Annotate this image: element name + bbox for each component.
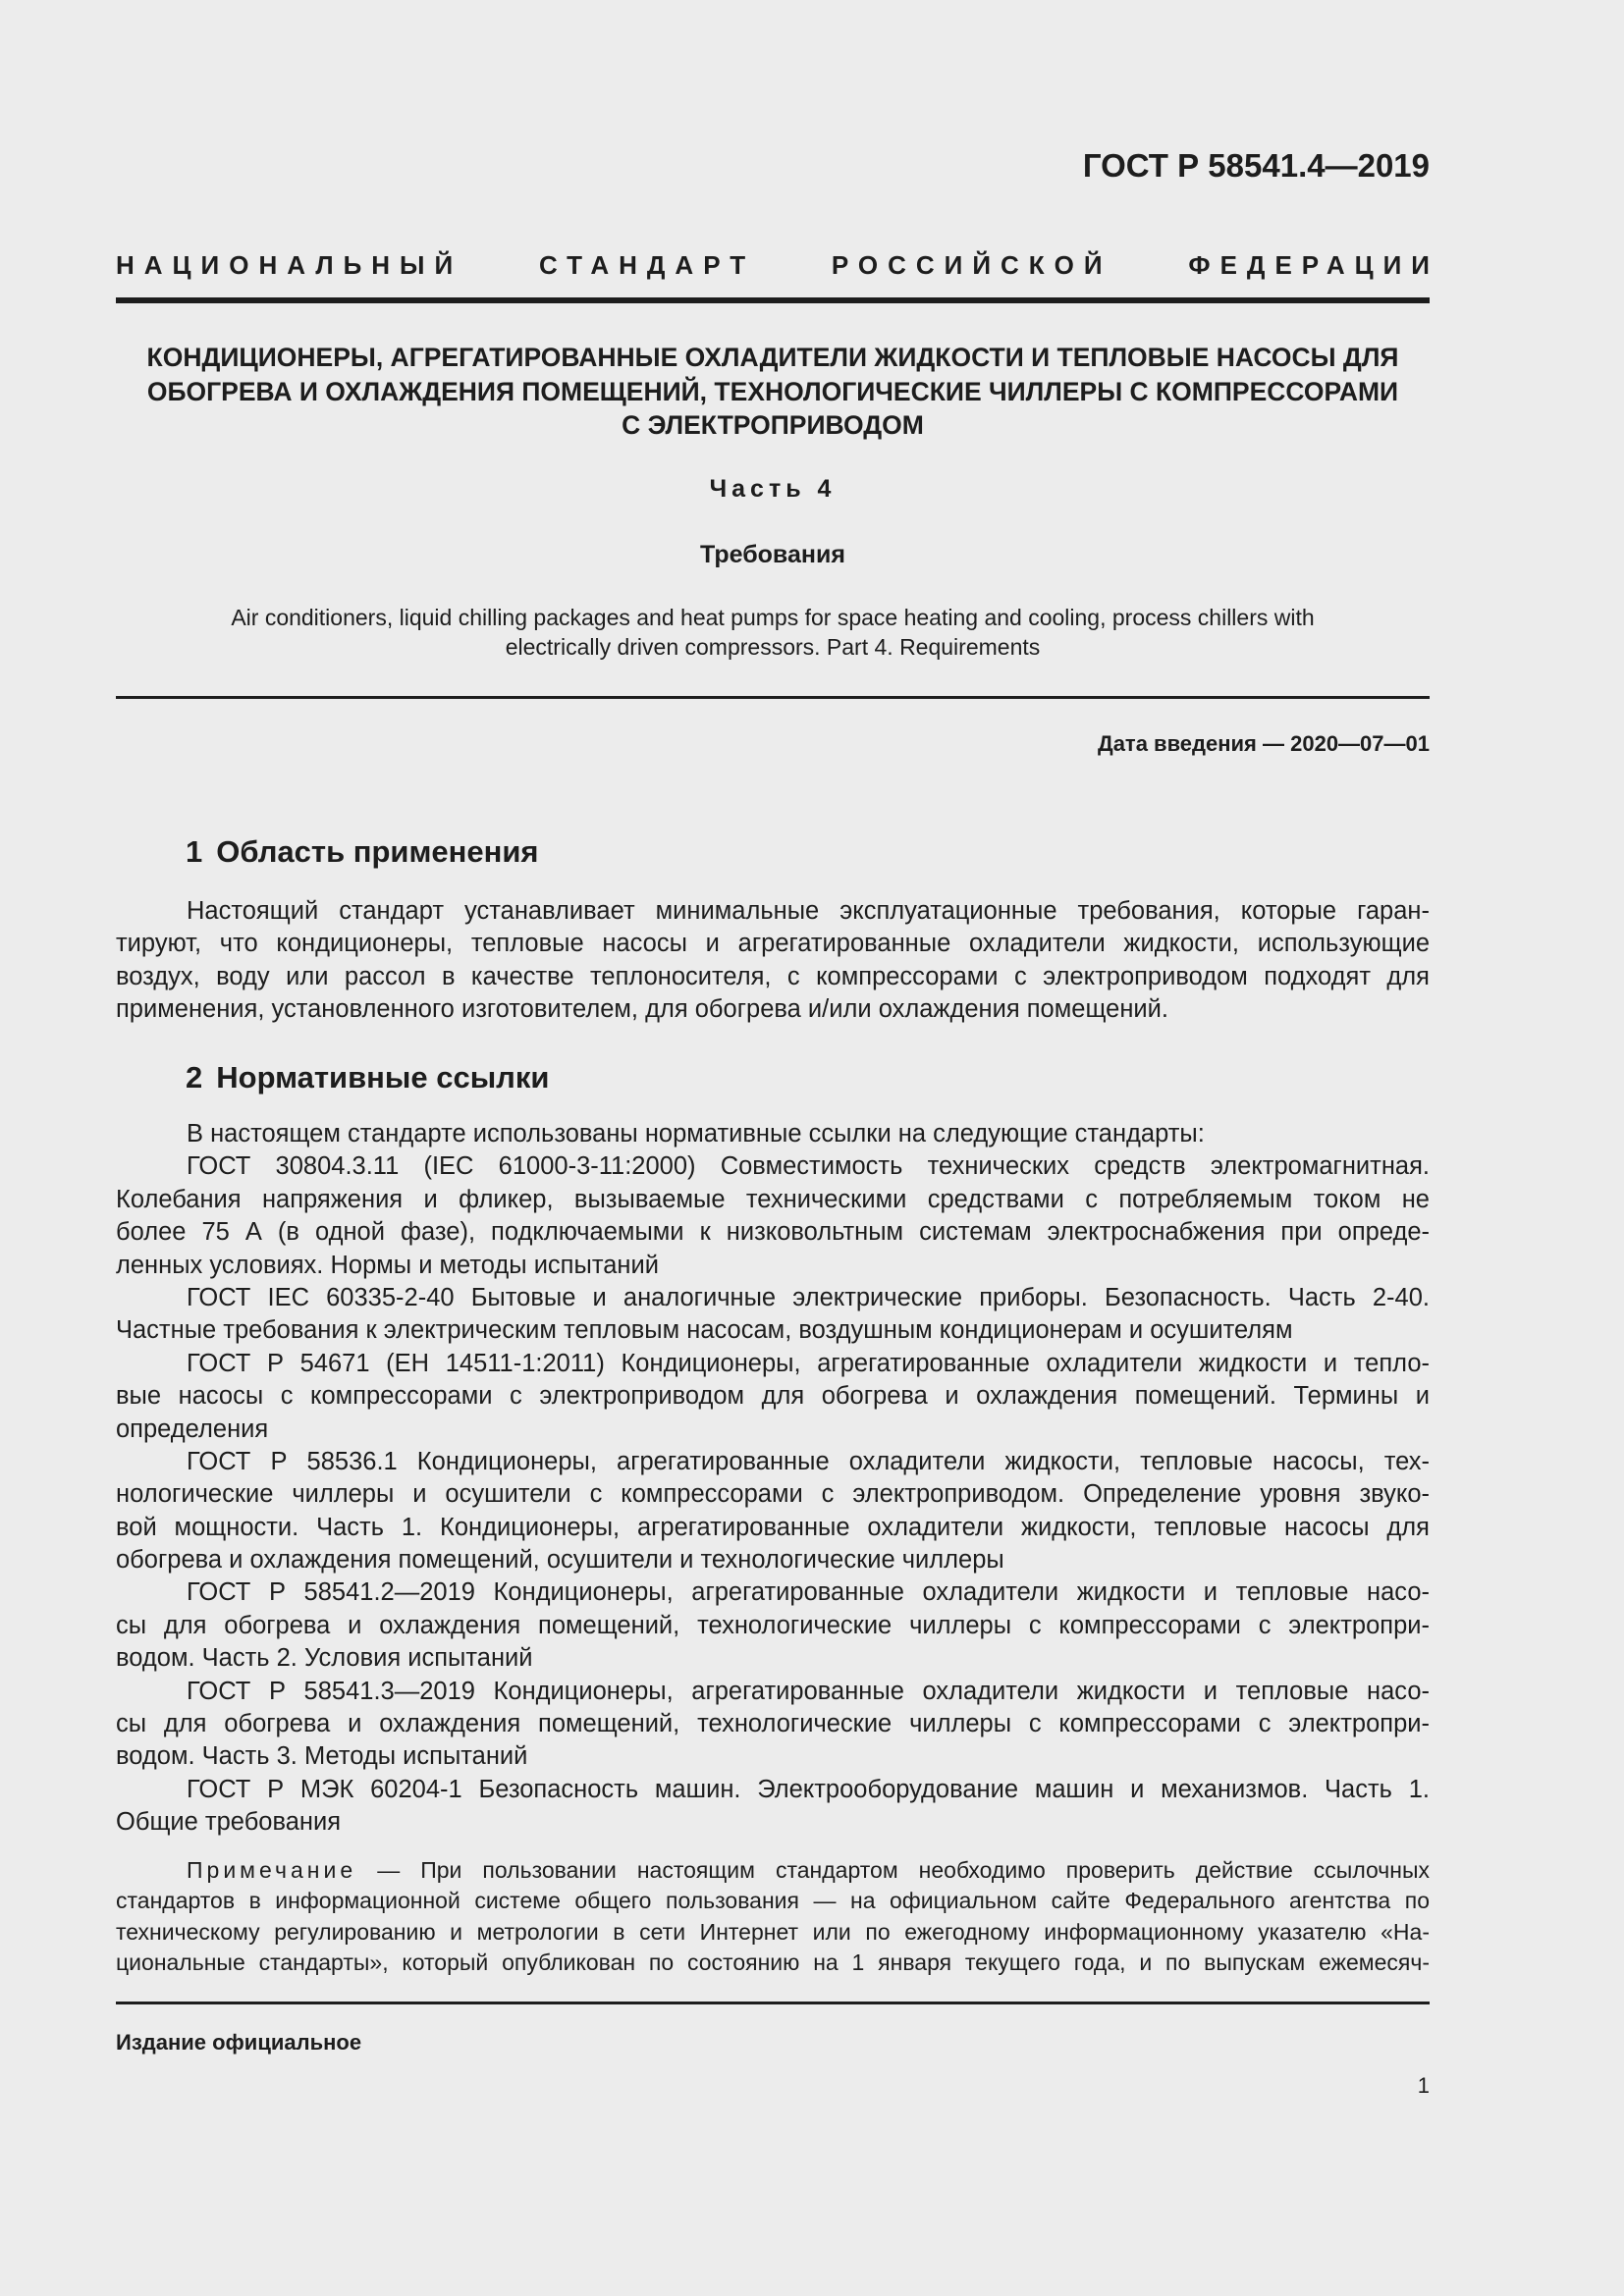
title-line: С ЭЛЕКТРОПРИВОДОМ (622, 410, 924, 440)
reference-item (116, 1150, 1430, 1282)
reference-line: ГОСТ Р 58541.3—2019 Кондиционеры, агрегатированные охладители жидкости и тепловые насо- (187, 1677, 1430, 1705)
note-line (116, 1855, 1430, 1886)
title-divider (116, 696, 1430, 699)
section-1-heading (116, 833, 1430, 871)
reference-line: ГОСТ Р 58541.2—2019 Кондиционеры, агрегатированные охладители жидкости и тепловые насо- (187, 1578, 1430, 1607)
document-part: Часть 4 (709, 475, 837, 503)
reference-line: сы для обогрева и охлаждения помещений, технологические чиллеры с компрессорами с электропри- (116, 1611, 1430, 1639)
document-title (116, 341, 1430, 443)
english-title (116, 603, 1430, 662)
section-title: Нормативные ссылки (216, 1060, 550, 1095)
section-number: 1 (186, 834, 203, 869)
introduction-date: Дата введения — 2020—07—01 (1098, 731, 1430, 756)
note-line: техническому регулированию и метрологии в сети Интернет или по ежегодному информационному указателю «На- (116, 1918, 1430, 1945)
national-standard-banner: НАЦИОНАЛЬНЫЙ СТАНДАРТ РОССИЙСКОЙ ФЕДЕРАЦИИ (116, 250, 1439, 280)
edition-label: Издание официальное (116, 2030, 362, 2055)
reference-item (116, 1676, 1430, 1774)
reference-line: нологические чиллеры и осушители с компрессорами с электроприводом. Определение уровня звуко- (116, 1480, 1430, 1509)
reference-line: ГОСТ 30804.3.11 (IEC 61000-3-11:2000) Совместимость технических средств электромагнитная. (187, 1152, 1430, 1181)
reference-line: сы для обогрева и охлаждения помещений, технологические чиллеры с компрессорами с электропри- (116, 1710, 1430, 1738)
reference-line: Частные требования к электрическим тепловым насосам, воздушным кондиционерам и осушителям (116, 1316, 1293, 1345)
reference-line: Общие требования (116, 1808, 342, 1837)
title-line: ОБОГРЕВА И ОХЛАЖДЕНИЯ ПОМЕЩЕНИЙ, ТЕХНОЛОГИЧЕСКИЕ ЧИЛЛЕРЫ С КОМПРЕССОРАМИ (146, 376, 1399, 406)
reference-line: водом. Часть 3. Методы испытаний (116, 1742, 528, 1771)
title-line: КОНДИЦИОНЕРЫ, АГРЕГАТИРОВАННЫЕ ОХЛАДИТЕЛИ ЖИДКОСТИ И ТЕПЛОВЫЕ НАСОСЫ ДЛЯ (146, 343, 1399, 372)
reference-line: вые насосы с компрессорами с электроприводом для обогрева и охлаждения помещений. Термины и (116, 1382, 1430, 1411)
reference-line: более 75 А (в одной фазе), подключаемыми к низковольтным системам электроснабжения при опреде- (116, 1218, 1430, 1247)
note-text: — При пользовании настоящим стандартом необходимо проверить действие ссылочных (377, 1857, 1430, 1883)
document-number: ГОСТ Р 58541.4—2019 (1082, 147, 1430, 184)
section-2-body (116, 1118, 1430, 1840)
reference-line: Колебания напряжения и фликер, вызываемые техническими средствами с потребляемым током не (116, 1185, 1430, 1213)
note-label: Примечание (187, 1857, 357, 1883)
english-title-line: electrically driven compressors. Part 4. Requirements (505, 634, 1041, 660)
section-number: 2 (186, 1060, 203, 1095)
references-intro: В настоящем стандарте использованы нормативные ссылки на следующие стандарты: (187, 1120, 1205, 1148)
reference-line: ГОСТ Р 58536.1 Кондиционеры, агрегатированные охладители жидкости, тепловые насосы, тех- (187, 1447, 1430, 1475)
reference-item (116, 1576, 1430, 1675)
reference-line: ГОСТ Р МЭК 60204-1 Безопасность машин. Электрооборудование машин и механизмов. Часть 1. (187, 1775, 1430, 1803)
document-subtitle: Требования (700, 541, 845, 568)
reference-line: обогрева и охлаждения помещений, осушители и технологические чиллеры (116, 1546, 1004, 1575)
reference-line: определения (116, 1415, 269, 1443)
reference-line: водом. Часть 2. Условия испытаний (116, 1644, 533, 1673)
section-2-heading (116, 1059, 1430, 1096)
note-line: циональные стандарты», который опубликован по состоянию на 1 января текущего года, и по выпускам ежемесяч- (116, 1949, 1430, 1975)
footer-divider (116, 2002, 1430, 2004)
paragraph-line: применения, установленного изготовителем, для обогрева и/или охлаждения помещений. (116, 995, 1168, 1024)
reference-item (116, 1348, 1430, 1446)
section-title: Область применения (216, 834, 539, 869)
paragraph-line: тируют, что кондиционеры, тепловые насосы и агрегатированные охладители жидкости, использующие (116, 930, 1430, 958)
paragraph-line: воздух, воду или рассол в качестве теплоносителя, с компрессорами с электроприводом подходят для (116, 962, 1430, 990)
header-divider (116, 297, 1430, 303)
note-line: стандартов в информационной системе общего пользования — на официальном сайте Федерального агентства по (116, 1888, 1430, 1914)
reference-item (116, 1282, 1430, 1348)
note-block (116, 1855, 1430, 1978)
reference-line: ГОСТ IEC 60335-2-40 Бытовые и аналогичные электрические приборы. Безопасность. Часть 2-40. (187, 1283, 1430, 1311)
reference-line: ГОСТ Р 54671 (ЕН 14511-1:2011) Кондиционеры, агрегатированные охладители жидкости и тепло- (187, 1349, 1430, 1377)
reference-line: вой мощности. Часть 1. Кондиционеры, агрегатированные охладители жидкости, тепловые насосы для (116, 1513, 1430, 1541)
reference-item (116, 1774, 1430, 1840)
page-number: 1 (1417, 2073, 1430, 2098)
paragraph-line: Настоящий стандарт устанавливает минимальные эксплуатационные требования, которые гаран- (187, 897, 1430, 925)
english-title-line: Air conditioners, liquid chilling packages and heat pumps for space heating and cooling, process chillers with (231, 605, 1315, 630)
reference-item (116, 1446, 1430, 1577)
reference-line: ленных условиях. Нормы и методы испытаний (116, 1251, 659, 1279)
section-1-paragraph (116, 895, 1430, 1027)
